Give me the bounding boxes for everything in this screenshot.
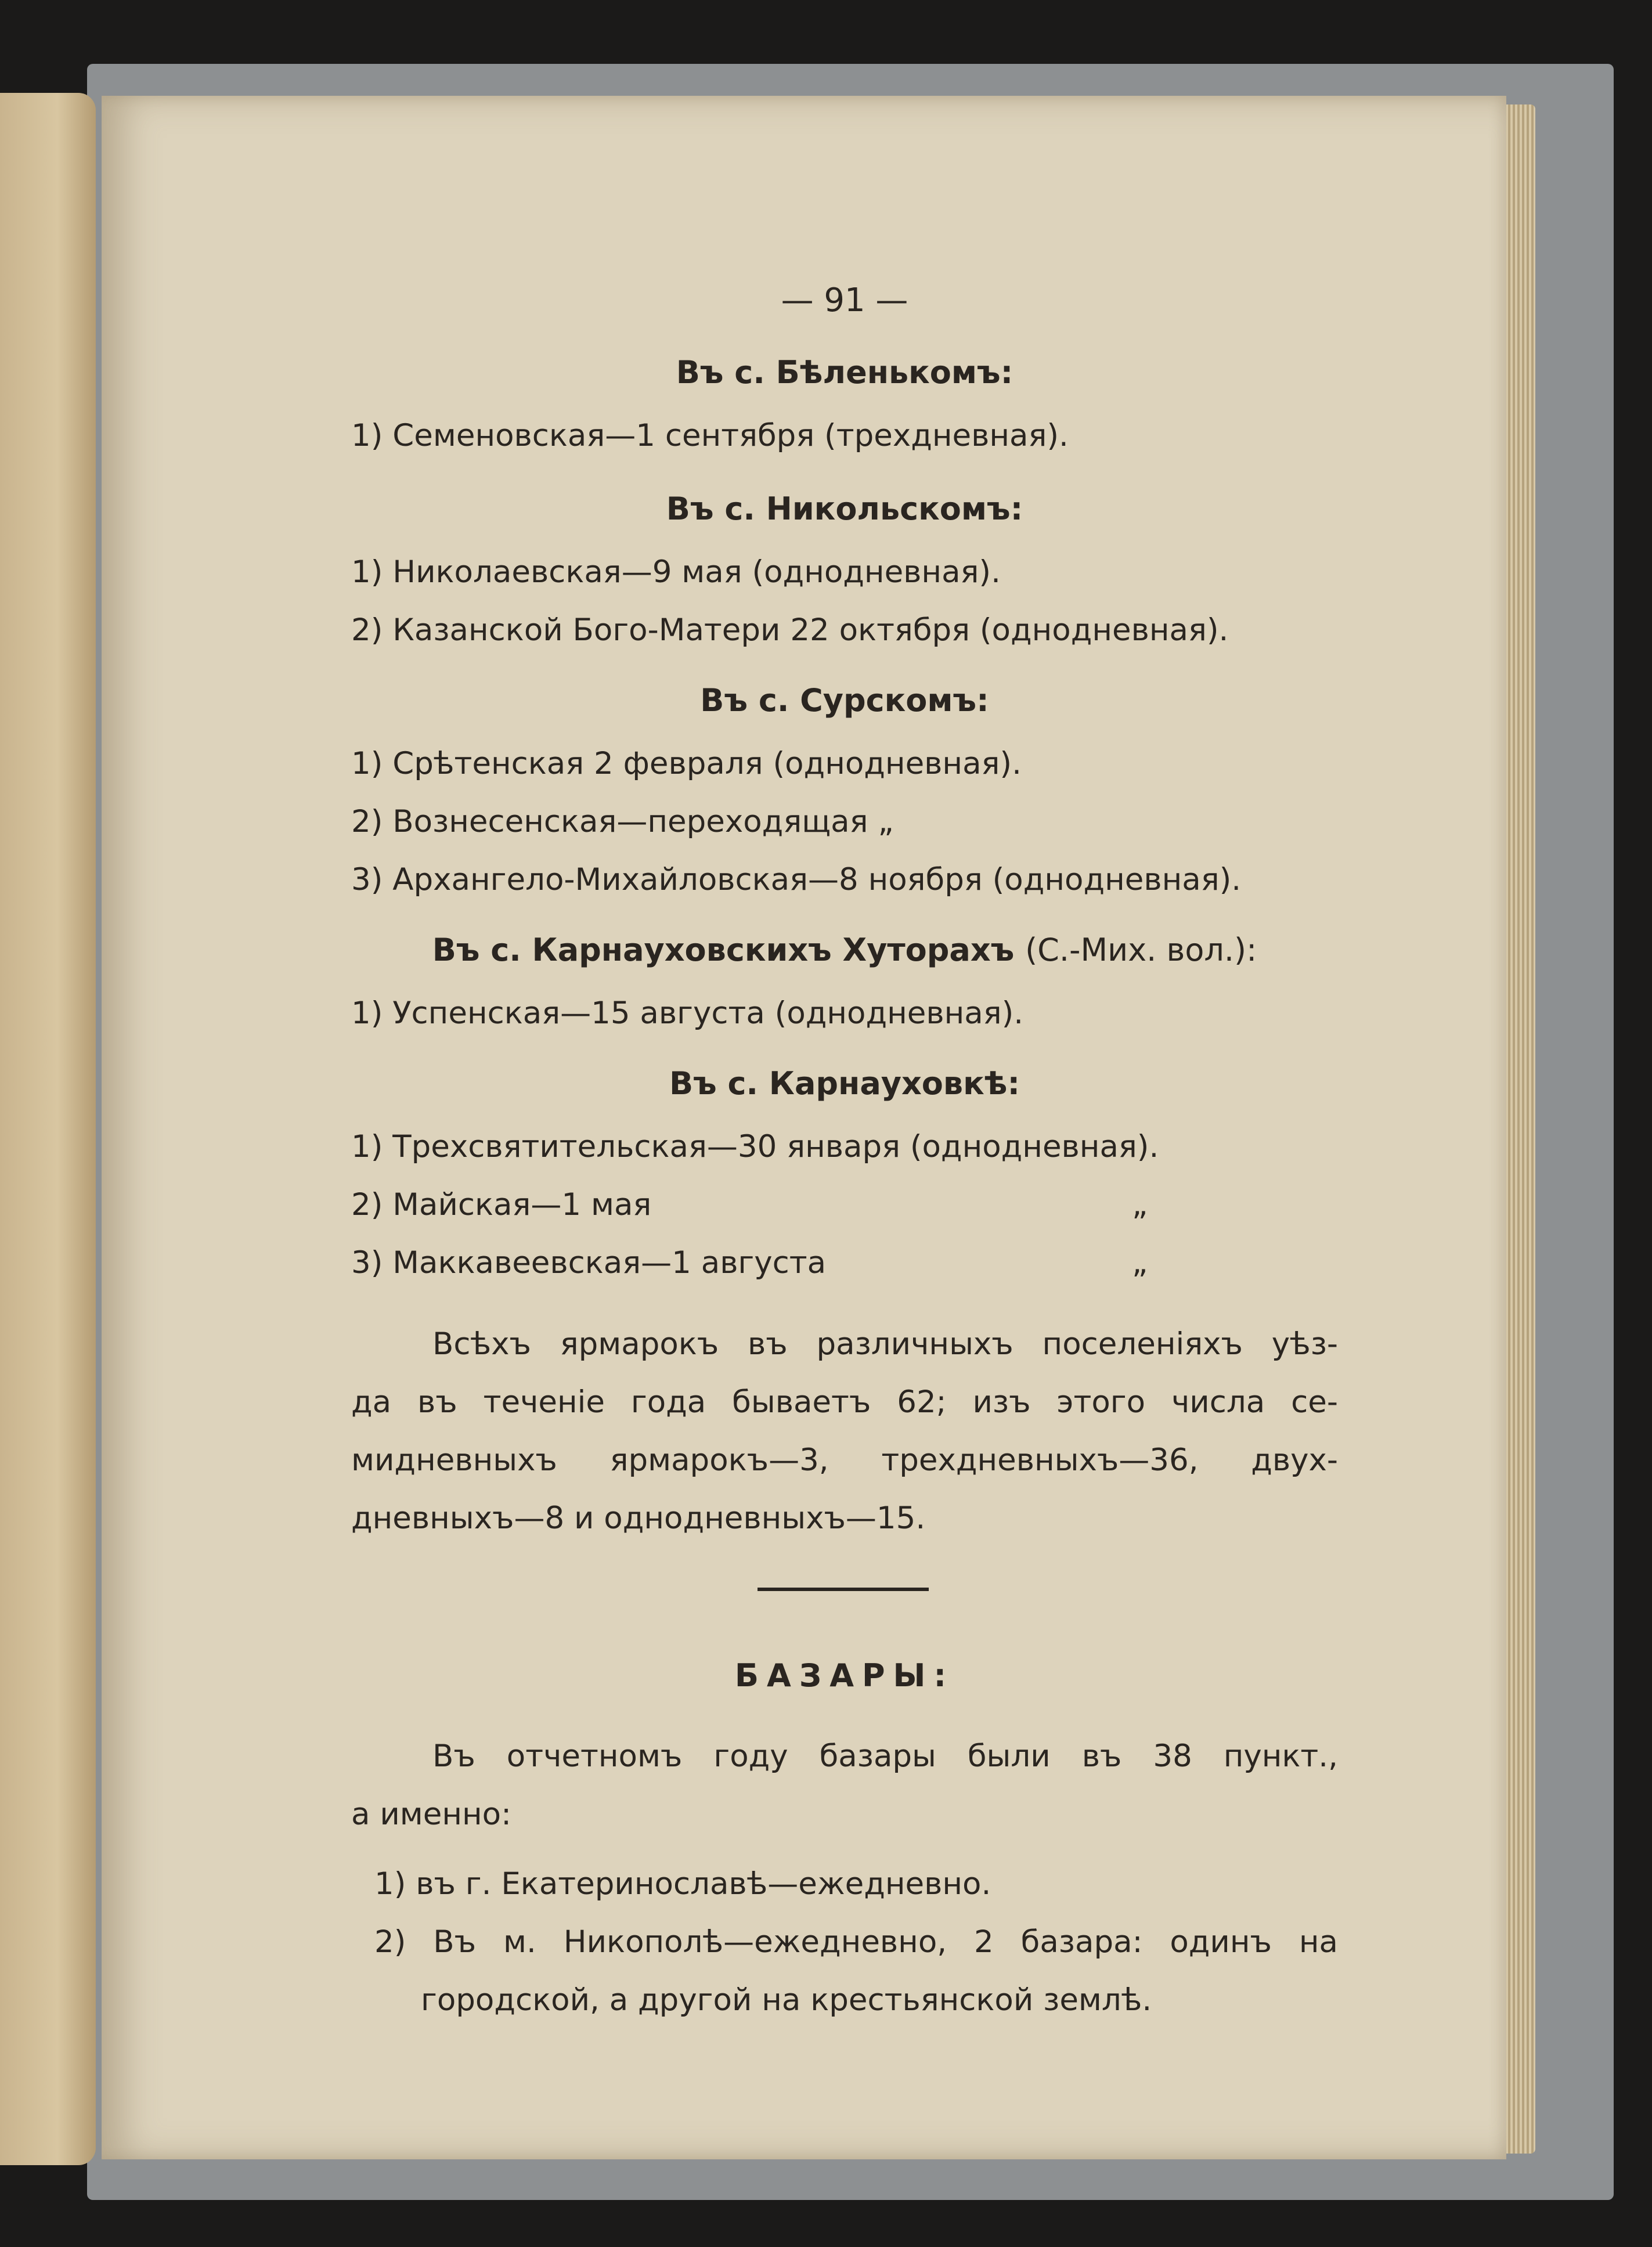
section-heading-volost: (С.-Мих. вол.): [1025,932,1257,968]
section-heading-bold: Въ с. Карнауховскихъ Хуторахъ [432,932,1015,968]
book-page [102,96,1506,2159]
bazaar-item: 2) Въ м. Никополѣ—ежедневно, 2 базара: одинъ на [374,1924,1338,1960]
list-item: 1) Николаевская—9 мая (однодневная). [351,554,1001,590]
page-number: — 91 — [781,282,908,319]
list-item: 1) Срѣтенская 2 февраля (однодневная). [351,746,1022,781]
section-heading-nikolskom: Въ с. Никольскомъ: [666,490,1023,527]
left-page-edge [0,93,96,2165]
summary-line: да въ теченіе года бываетъ 62; изъ этого числа се- [351,1384,1338,1420]
summary-line: мидневныхъ ярмарокъ—3, трехдневныхъ—36, двух- [351,1442,1338,1478]
ditto-mark: „ [1132,1245,1148,1281]
bazaar-item: городской, а другой на крестьянской землѣ. [421,1982,1152,2018]
section-heading-karnaukhovke: Въ с. Карнауховкѣ: [669,1065,1020,1102]
section-heading-belenkom: Въ с. Бѣленькомъ: [676,354,1013,391]
list-item: 1) Успенская—15 августа (однодневная). [351,996,1024,1031]
list-item: 1) Трехсвятительская—30 января (однодневная). [351,1129,1159,1164]
bazaars-intro-line: а именно: [351,1797,511,1832]
bazaars-intro-line: Въ отчетномъ году базары были въ 38 пункт., [432,1739,1338,1774]
list-item: 3) Архангело-Михайловская—8 ноября (однодневная). [351,862,1242,897]
ditto-mark: „ [1132,1187,1148,1222]
separator-rule [758,1588,929,1591]
section-heading-karnaukhovskikh [351,932,1338,968]
page-edges [1503,104,1535,2154]
list-item: 1) Семеновская—1 сентября (трехдневная). [351,418,1069,453]
bazaars-heading: БАЗАРЫ: [734,1657,955,1694]
list-item: 2) Вознесенская—переходящая „ [351,804,894,839]
section-heading-surskom: Въ с. Сурскомъ: [700,682,989,719]
summary-line: дневныхъ—8 и однодневныхъ—15. [351,1501,926,1536]
list-item: 2) Майская—1 мая [351,1187,652,1222]
list-item: 3) Маккавеевская—1 августа [351,1245,827,1281]
list-item: 2) Казанской Бого-Матери 22 октября (однодневная). [351,612,1229,648]
summary-line: Всѣхъ ярмарокъ въ различныхъ поселеніяхъ уѣз- [432,1326,1338,1362]
bazaar-item: 1) въ г. Екатеринославѣ—ежедневно. [374,1866,991,1902]
